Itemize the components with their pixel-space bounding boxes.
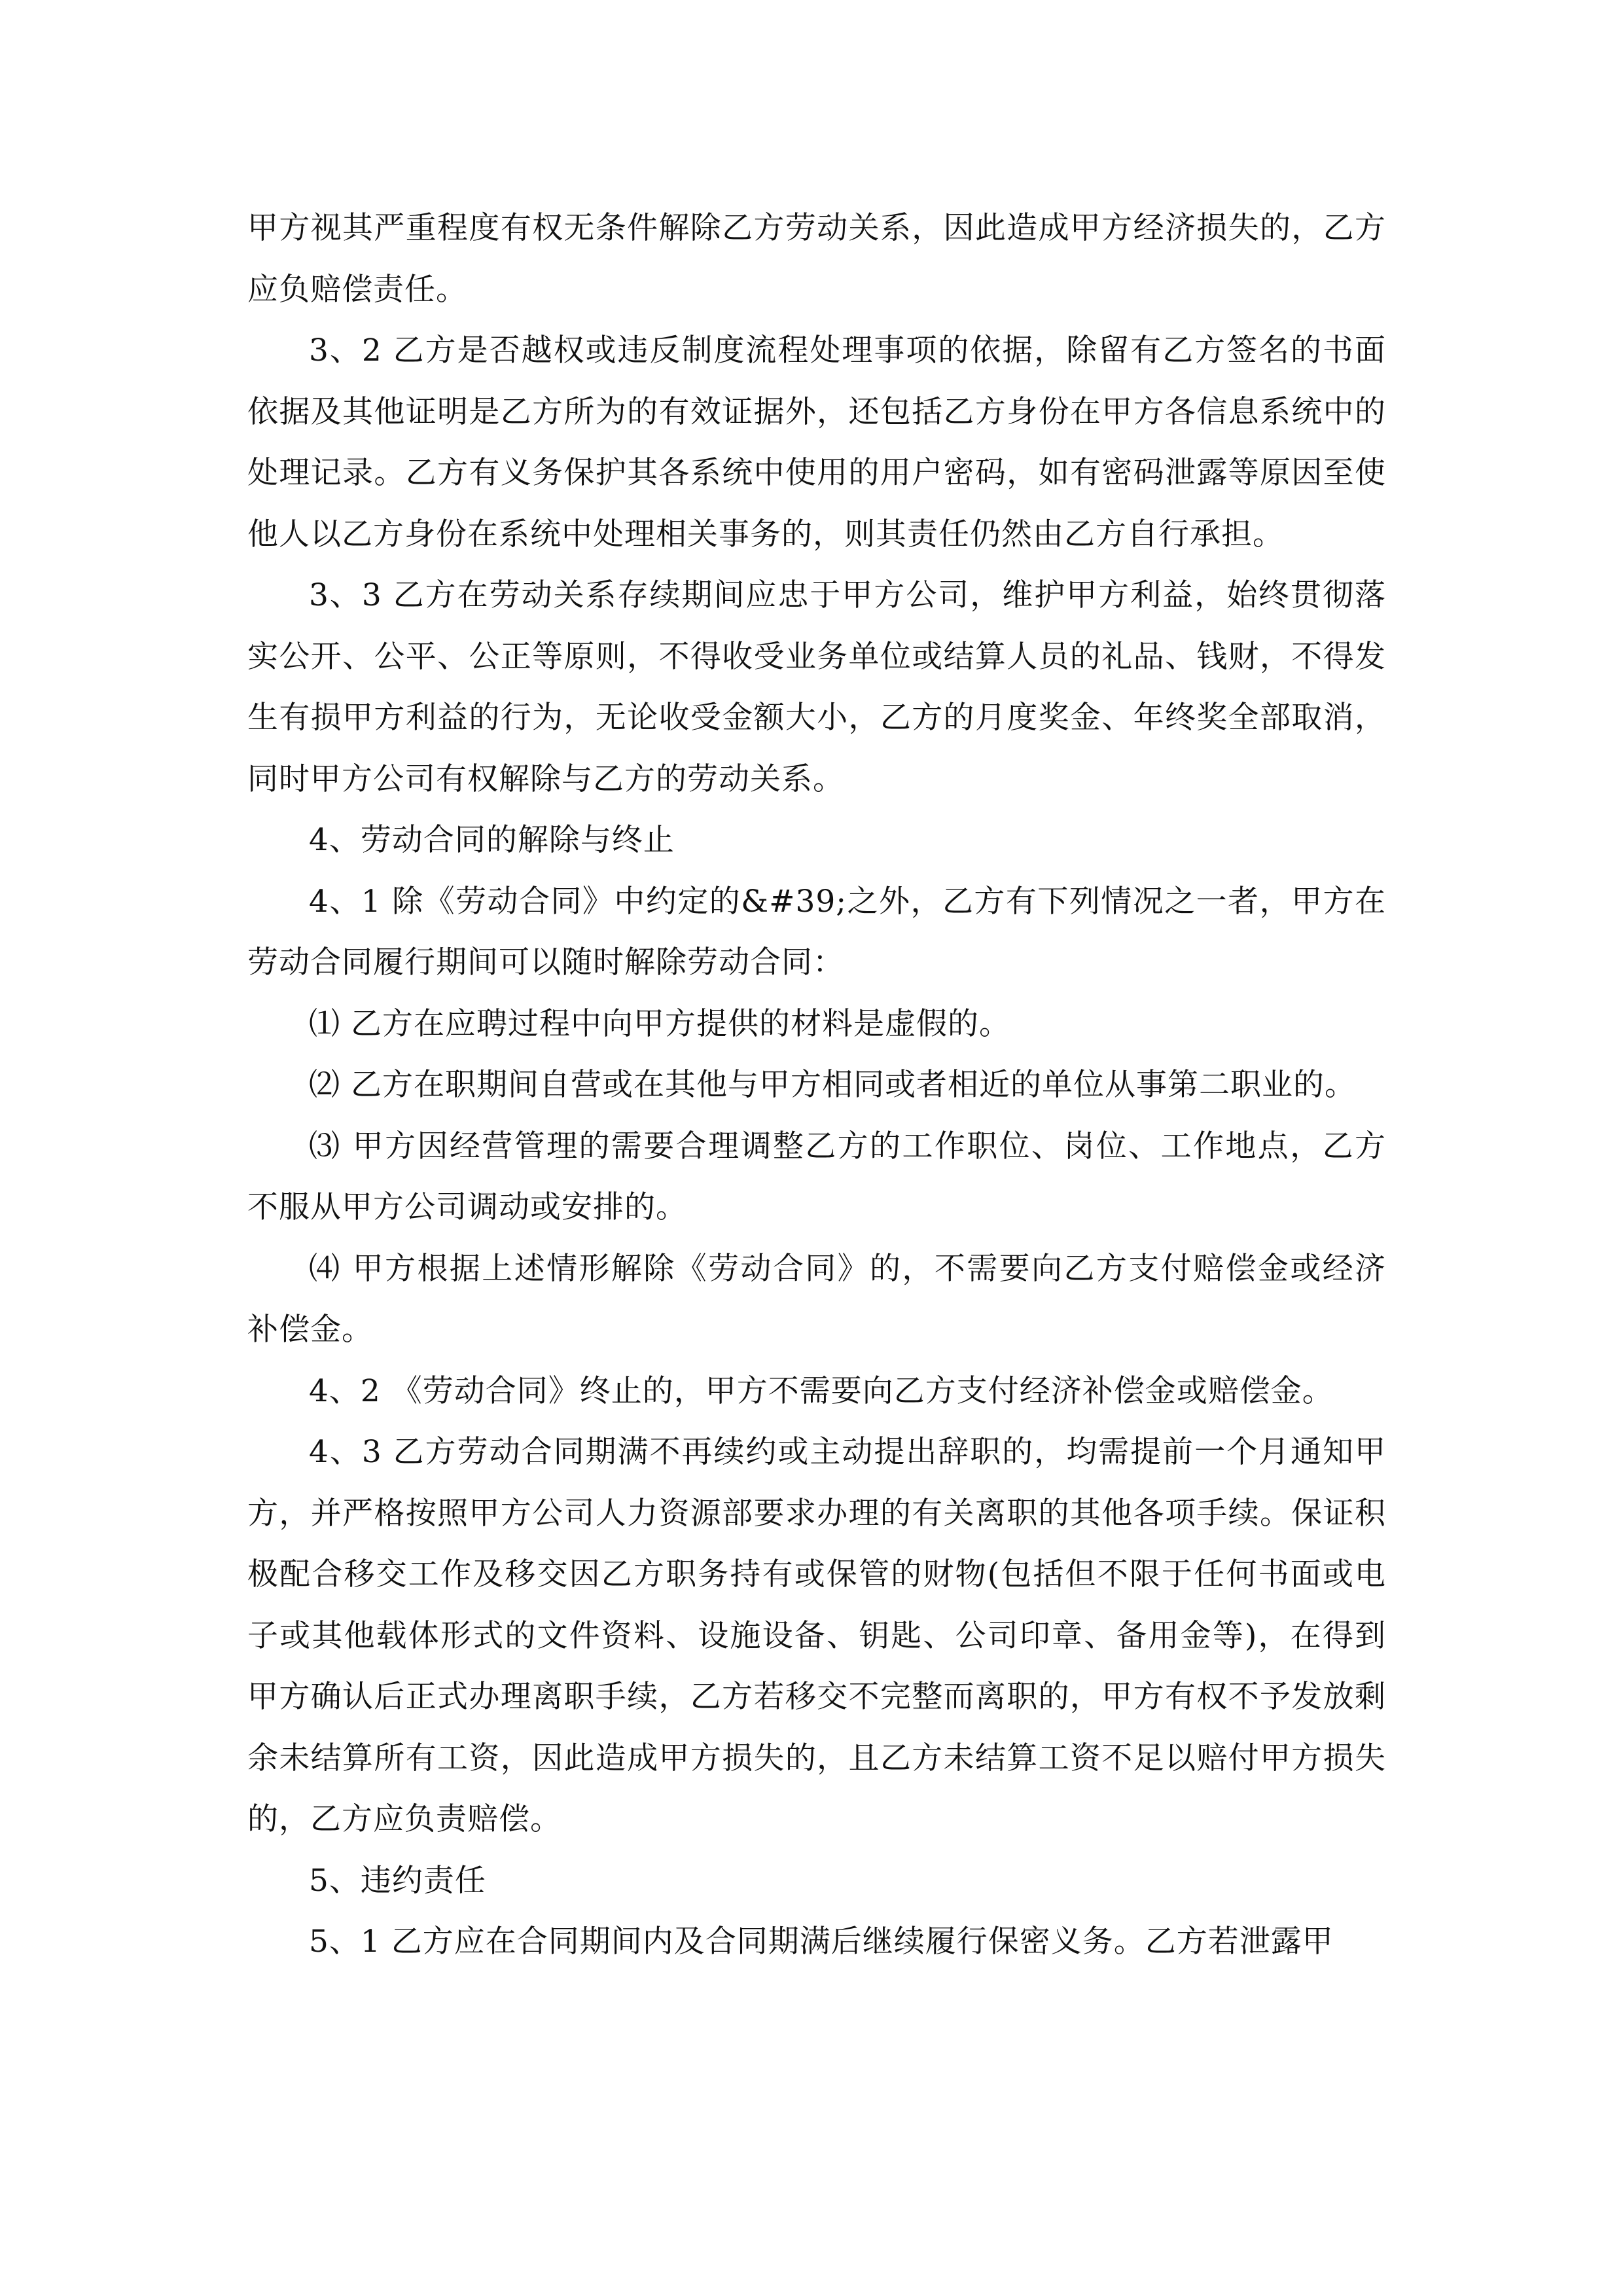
list-item-2: ⑵ 乙方在职期间自营或在其他与甲方相同或者相近的单位从事第二职业的。 <box>309 1067 1356 1103</box>
list-item-4: ⑷ 甲方根据上述情形解除《劳动合同》的，不需要向乙方支付赔偿金或经济补偿金。 <box>247 1250 1386 1348</box>
paragraph-4-1: 4、1 除《劳动合同》中约定的&#39;之外，乙方有下列情况之一者，甲方在劳动合同履行期间可以随时解除劳动合同： <box>247 883 1386 980</box>
document-body <box>247 198 1386 1973</box>
section-heading-5: 5、违约责任 <box>309 1862 486 1899</box>
section-heading-4: 4、劳动合同的解除与终止 <box>309 822 675 858</box>
list-item-1: ⑴ 乙方在应聘过程中向甲方提供的材料是虚假的。 <box>309 1005 1010 1042</box>
paragraph-5-1: 5、1 乙方应在合同期间内及合同期满后继续履行保密义务。乙方若泄露甲 <box>309 1924 1334 1960</box>
paragraph-4-2: 4、2 《劳动合同》终止的，甲方不需要向乙方支付经济补偿金或赔偿金。 <box>309 1372 1334 1409</box>
list-item-3: ⑶ 甲方因经营管理的需要合理调整乙方的工作职位、岗位、工作地点，乙方不服从甲方公司调动或安排的。 <box>247 1128 1386 1225</box>
paragraph-3-2: 3、2 乙方是否越权或违反制度流程处理事项的依据，除留有乙方签名的书面依据及其他证明是乙方所为的有效证据外，还包括乙方身份在甲方各信息系统中的处理记录。乙方有义务保护其各系统中使用的用户密码，如有密码泄露等原因至使他人以乙方身份在系统中处理相关事务的，则其责任仍然由乙方自行承担。 <box>247 332 1386 552</box>
paragraph-continuation: 甲方视其严重程度有权无条件解除乙方劳动关系，因此造成甲方经济损失的，乙方应负赔偿责任。 <box>247 210 1386 308</box>
paragraph-4-3: 4、3 乙方劳动合同期满不再续约或主动提出辞职的，均需提前一个月通知甲方，并严格按照甲方公司人力资源部要求办理的有关离职的其他各项手续。保证积极配合移交工作及移交因乙方职务持有或保管的财物(包括但不限于任何书面或电子或其他载体形式的文件资料、设施设备、钥匙、公司印章、备用金等)，在得到甲方确认后正式办理离职手续，乙方若移交不完整而离职的，甲方有权不予发放剩余未结算所有工资，因此造成甲方损失的，且乙方未结算工资不足以赔付甲方损失的，乙方应负责赔偿。 <box>247 1434 1386 1837</box>
paragraph-3-3: 3、3 乙方在劳动关系存续期间应忠于甲方公司，维护甲方利益，始终贯彻落实公开、公平、公正等原则，不得收受业务单位或结算人员的礼品、钱财，不得发生有损甲方利益的行为，无论收受金额大小，乙方的月度奖金、年终奖全部取消，同时甲方公司有权解除与乙方的劳动关系。 <box>247 577 1386 797</box>
